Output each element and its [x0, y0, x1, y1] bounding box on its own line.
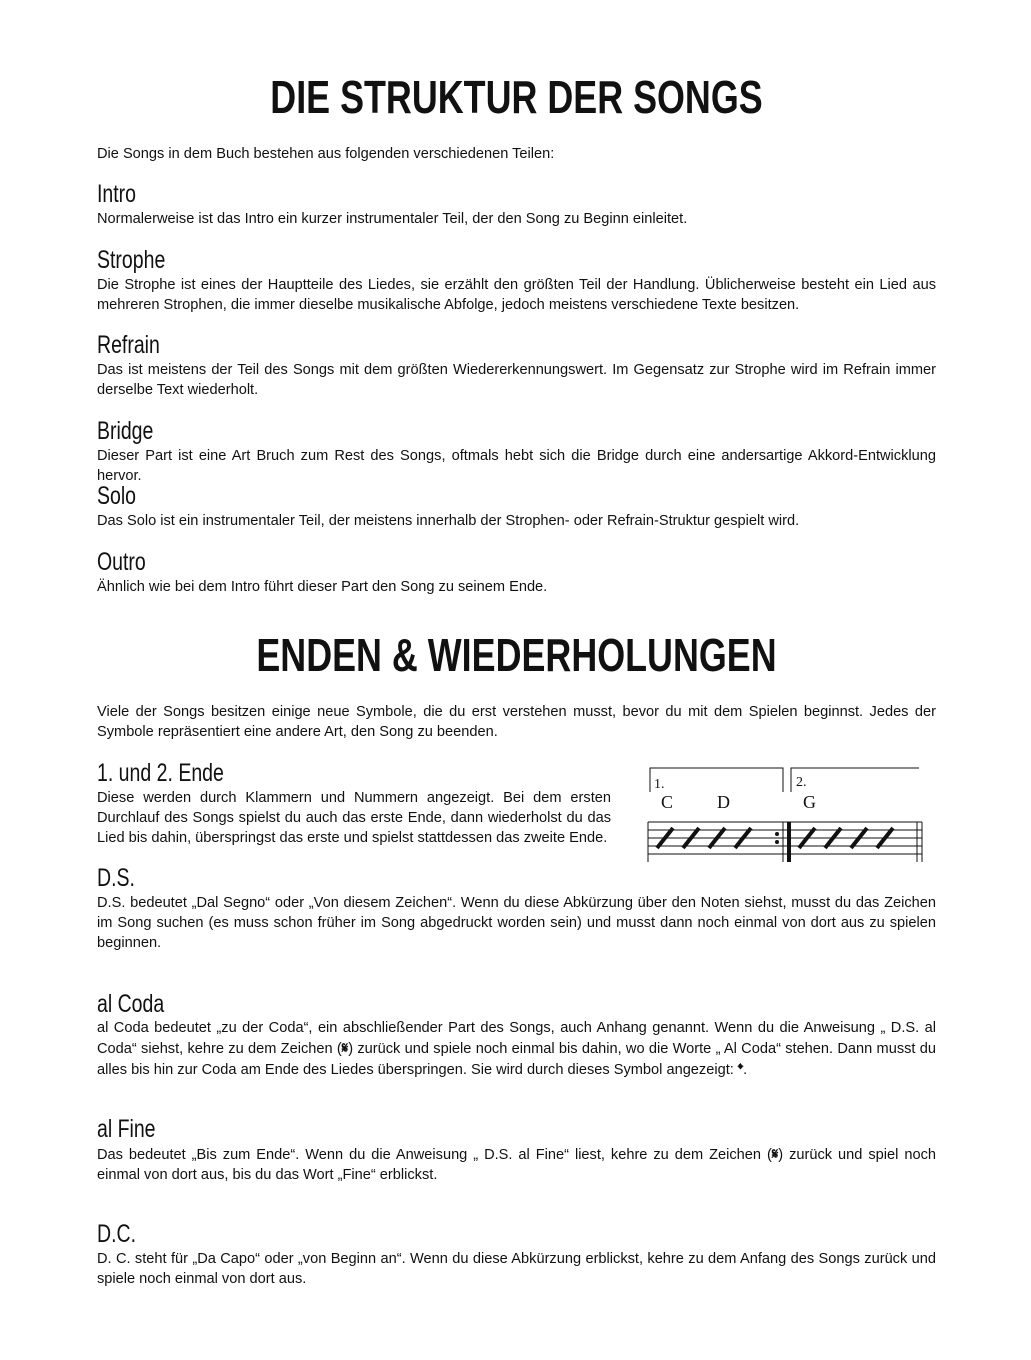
- section-heading-alcoda: al Coda: [97, 990, 165, 1018]
- chord-label: G: [803, 792, 816, 812]
- section-heading-dc: D.C.: [97, 1220, 136, 1248]
- struktur-intro-text: Die Songs in dem Buch bestehen aus folgenden verschiedenen Teilen:: [97, 146, 555, 162]
- section-text-ds: D.S. bedeutet „Dal Segno“ oder „Von diesem Zeichen“. Wenn du diese Abkürzung über den Noten siehst, musst du das Zeichen im Song suchen (es muss schon früher im Song abgedruckt worden sein) und musst dann noch einmal von dort aus zu spielen beginnen.: [97, 895, 936, 951]
- chord-label: D: [717, 792, 730, 812]
- section-heading-ende: 1. und 2. Ende: [97, 759, 224, 787]
- segno-symbol: 𝄋: [771, 1145, 779, 1163]
- segno-symbol: 𝄋: [341, 1039, 349, 1057]
- section-heading-alfine: al Fine: [97, 1115, 156, 1143]
- section-heading-solo: Solo: [97, 482, 137, 510]
- section-text-strophe: Die Strophe ist eines der Hauptteile des Liedes, sie erzählt den größten Teil der Handlung. Üblicherweise besteht ein Lied aus mehreren Strophen, die immer dieselbe musikalische Abfolge, jedoch meistens verschiedene Texte besitzen.: [97, 277, 936, 313]
- alcoda-text-part: ) zurück und spiele noch einmal bis dahin, wo die Worte „ Al Coda“ stehen. Dann musst du alles bis hin zur Coda am Ende des Liedes überspringen. Sie wird durch dieses Symbol angezeigt:: [97, 1041, 936, 1078]
- enden-intro-text: Viele der Songs besitzen einige neue Symbole, die du erst verstehen musst, bevor du mit dem Spielen beginnst. Jedes der Symbole repräsentiert eine andere Art, den Song zu beenden.: [97, 704, 936, 740]
- section-title-enden: ENDEN & WIEDERHOLUNGEN: [256, 629, 777, 681]
- alcoda-text-part: al Coda bedeutet „zu der Coda“, ein abschließender Part des Songs, auch Anhang genannt. Wenn du die Anweisung „ D.S. al Coda“ siehst, kehre zu dem Zeichen (: [97, 1020, 936, 1057]
- section-text-dc: D. C. steht für „Da Capo“ oder „von Beginn an“. Wenn du diese Abkürzung erblickst, kehre zu dem Anfang des Songs zurück und spiele noch einmal von dort aus.: [97, 1251, 936, 1287]
- chord-label: C: [661, 792, 674, 812]
- section-heading-intro: Intro: [97, 180, 137, 208]
- section-text-alcoda: [97, 1018, 936, 1080]
- coda-symbol: 𝄌: [737, 1060, 744, 1078]
- page-title: DIE STRUKTUR DER SONGS: [270, 71, 763, 123]
- ending-2-bracket: [791, 768, 919, 792]
- alcoda-text-part: .: [743, 1062, 748, 1078]
- ending-2-label: 2.: [796, 775, 807, 790]
- repeat-sign: [775, 822, 791, 862]
- section-text-bridge: Dieser Part ist eine Art Bruch zum Rest des Songs, oftmals hebt sich die Bridge durch eine andersartige Akkord-Entwicklung hervor.: [97, 448, 936, 484]
- final-barline: [917, 822, 922, 862]
- section-heading-strophe: Strophe: [97, 246, 166, 274]
- section-text-solo: Das Solo ist ein instrumentaler Teil, der meistens innerhalb der Strophen- oder Refrain-Struktur gespielt wird.: [97, 513, 800, 529]
- section-heading-bridge: Bridge: [97, 417, 154, 445]
- ending-1-bracket: [650, 768, 783, 792]
- section-text-ende: Diese werden durch Klammern und Nummern angezeigt. Bei dem ersten Durchlauf des Songs spielst du auch das erste Ende, dann wiederholst du das Lied bis dahin, überspringst das erste und spielst stattdessen das zweite Ende.: [97, 790, 611, 846]
- endings-diagram: [647, 764, 927, 866]
- section-text-alfine: [97, 1144, 936, 1185]
- section-text-outro: Ähnlich wie bei dem Intro führt dieser Part den Song zu seinem Ende.: [97, 579, 548, 595]
- section-text-refrain: Das ist meistens der Teil des Songs mit dem größten Wiedererkennungswert. Im Gegensatz zur Strophe wird im Refrain immer derselbe Text wiederholt.: [97, 362, 936, 398]
- section-heading-ds: D.S.: [97, 864, 135, 892]
- alfine-text-part: Das bedeutet „Bis zum Ende“. Wenn du die Anweisung „ D.S. al Fine“ liest, kehre zu dem Zeichen (: [97, 1147, 772, 1163]
- section-text-intro: Normalerweise ist das Intro ein kurzer instrumentaler Teil, der den Song zu Beginn einleitet.: [97, 211, 688, 227]
- section-heading-outro: Outro: [97, 548, 146, 576]
- alfine-text-part: ) zurück und spiel noch einmal von dort aus, bis du das Wort „Fine“ erblickst.: [97, 1147, 936, 1183]
- section-heading-refrain: Refrain: [97, 331, 160, 359]
- ending-1-label: 1.: [654, 777, 665, 792]
